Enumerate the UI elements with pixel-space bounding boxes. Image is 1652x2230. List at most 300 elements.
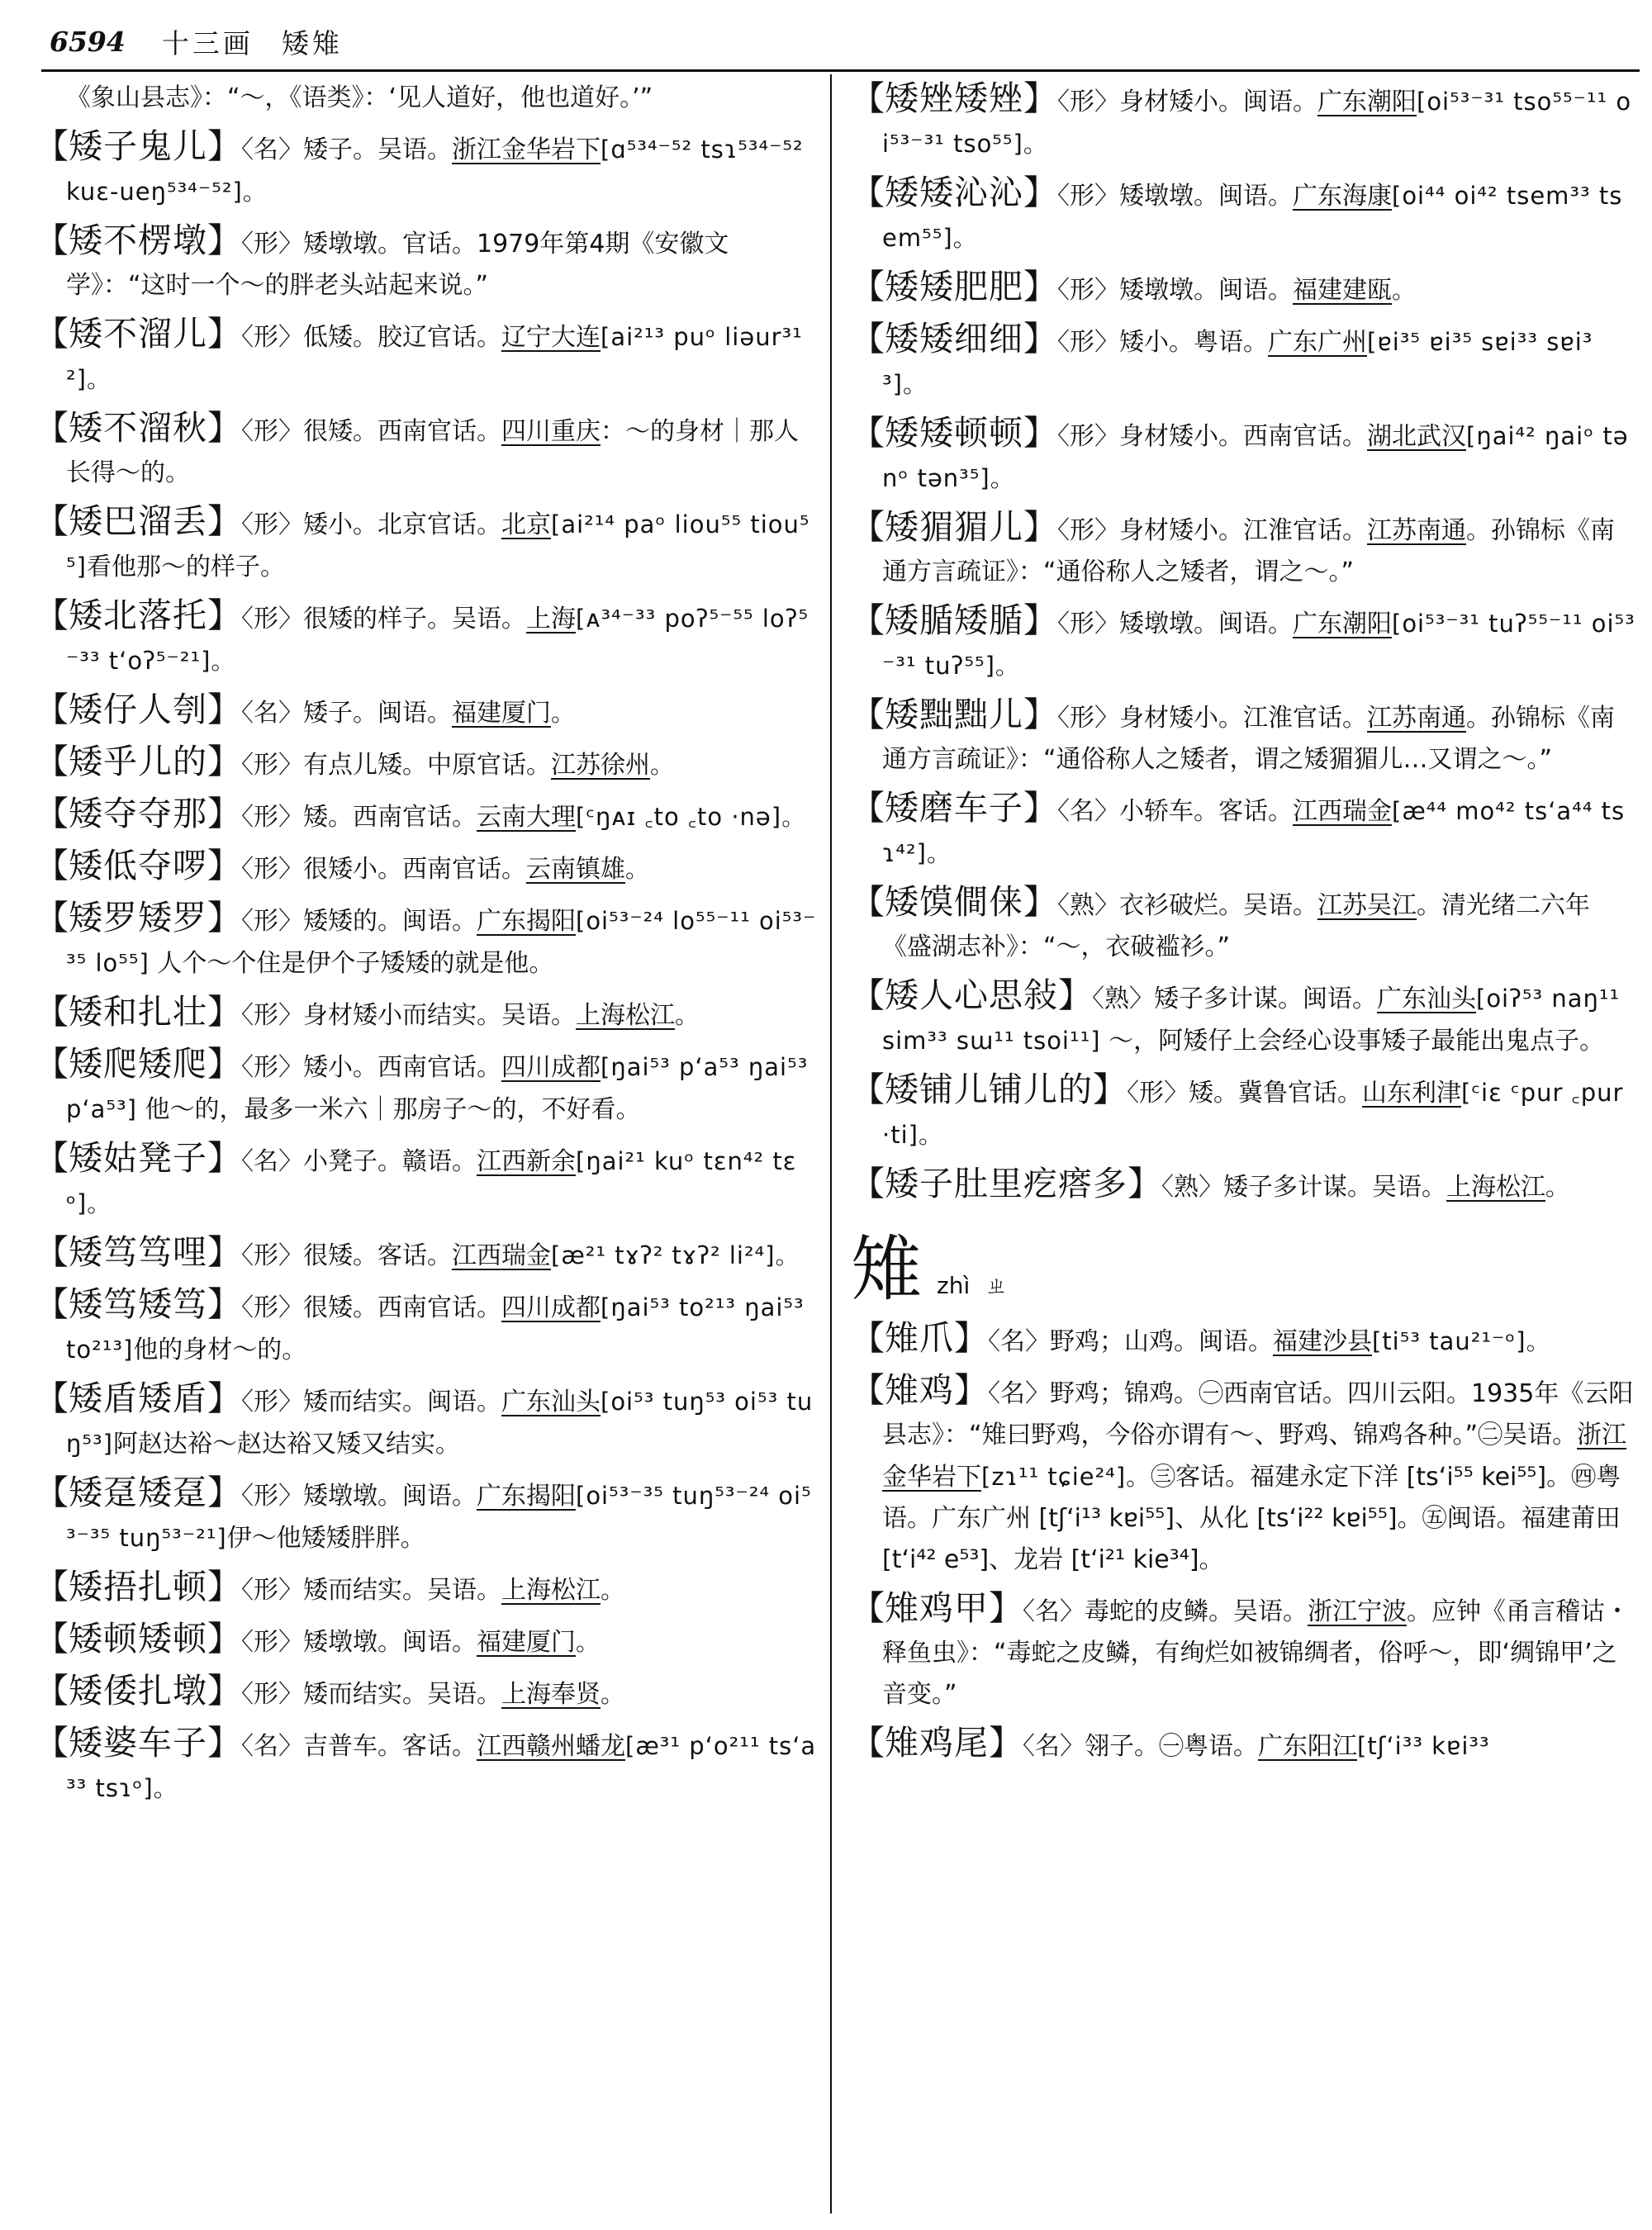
bracket-open: 【 (35, 595, 69, 635)
bracket-open: 【 (851, 1723, 885, 1763)
dictionary-entry (851, 1722, 1635, 1767)
part-of-speech: 〈形〉 (241, 803, 303, 832)
entry-headword: 矮矮肥肥 (885, 267, 1023, 306)
dialect-location: 福建建瓯 (1293, 276, 1392, 305)
dictionary-entry (851, 172, 1635, 259)
dictionary-entry (851, 787, 1635, 875)
right-entries-group (851, 78, 1635, 1208)
entry-headword: 矮婆车子 (69, 1723, 207, 1763)
dialect-location: 江西瑞金 (1293, 797, 1392, 826)
section-label: 十三画 (161, 26, 254, 59)
bracket-close: 】 (1023, 267, 1057, 306)
dialect-location: 浙江金华岩下 (882, 1421, 1627, 1492)
pronunciation: [ŋai²¹ kuᵒ tɛn⁴² tɛᵒ]。 (66, 1147, 797, 1217)
entry-headword: 矮顿矮顿 (69, 1619, 207, 1658)
entry-definition: 低矮。胶辽官话。 (303, 323, 501, 352)
dictionary-entry (35, 1618, 818, 1663)
dialect-location: 四川重庆 (501, 417, 601, 446)
entry-definition: 矮矮的。闽语。 (303, 907, 477, 936)
pronunciation: [ᴀ³⁴⁻³³ poʔ⁵⁻⁵⁵ loʔ⁵⁻³³ t‘oʔ⁵⁻²¹]。 (66, 605, 809, 675)
bracket-open: 【 (35, 501, 69, 541)
dictionary-entry (35, 845, 818, 890)
entry-definition: 衣衫破烂。吴语。 (1119, 891, 1317, 920)
entry-definition: 矮小。粤语。 (1119, 328, 1268, 357)
bracket-open: 【 (35, 1138, 69, 1178)
bracket-close: 】 (207, 992, 241, 1032)
entry-headword: 雉鸡 (885, 1370, 954, 1410)
dictionary-entry (35, 501, 818, 588)
entry-headword: 矮子鬼儿 (69, 126, 207, 166)
bracket-open: 【 (35, 846, 69, 885)
bracket-open: 【 (35, 992, 69, 1032)
dictionary-entry (35, 991, 818, 1037)
part-of-speech: 〈形〉 (1057, 422, 1119, 451)
pronunciation: [oi⁵³⁻³¹ tso⁵⁵⁻¹¹ oi⁵³⁻³¹ tso⁵⁵]。 (882, 88, 1632, 158)
dictionary-entry (851, 1587, 1635, 1715)
entry-example: ：～的身材｜那人长得～的。 (66, 417, 799, 487)
entry-definition: 身材矮小。江淮官话。 (1119, 704, 1367, 733)
entry-definition: 身材矮小而结实。吴语。 (303, 1001, 576, 1030)
bracket-open: 【 (851, 600, 885, 640)
entry-headword: 矮子肚里疙瘩多 (885, 1164, 1127, 1203)
dictionary-entry (35, 1670, 818, 1715)
dictionary-entry (35, 793, 818, 838)
bracket-close: 】 (207, 1671, 241, 1710)
dictionary-entry (851, 881, 1635, 968)
bracket-open: 【 (851, 507, 885, 547)
dialect-location: 江西新余 (477, 1147, 576, 1176)
bracket-close: 】 (1023, 319, 1057, 358)
dictionary-entry (35, 407, 818, 494)
entry-definition: 很矮。客话。 (303, 1241, 452, 1270)
dictionary-entry (35, 897, 818, 985)
entry-headword: 矮倭扎墩 (69, 1671, 207, 1710)
part-of-speech: 〈形〉 (241, 1628, 303, 1657)
entry-headword: 矮巴溜丢 (69, 501, 207, 541)
bracket-close: 】 (207, 1723, 241, 1763)
dictionary-entry (851, 1369, 1635, 1581)
pronunciation: [ŋai⁴² ŋaiᵒ tənᵒ tən³⁵]。 (882, 422, 1629, 492)
pronunciation: [ᶜiɛ ᶜpur ꜀pur ·ti]。 (882, 1079, 1624, 1149)
part-of-speech: 〈形〉 (241, 230, 303, 259)
dialect-location: 江苏吴江 (1317, 891, 1417, 920)
pronunciation: [æ²¹ tɤʔ² tɤʔ² li²⁴]。 (551, 1241, 800, 1269)
dictionary-entry (35, 741, 818, 786)
entry-definition: 野鸡；锦鸡。㊀西南官话。四川云阳。1935年《云阳县志》：“雉曰野鸡，今俗亦谓有～、野鸡、锦鸡各种。”㊁吴语。 (882, 1379, 1634, 1450)
part-of-speech: 〈熟〉 (1161, 1173, 1223, 1202)
entry-definition: 矮墩墩。闽语。 (1119, 610, 1293, 638)
entry-definition: 矮子。吴语。 (303, 135, 452, 164)
bracket-close: 】 (207, 1619, 241, 1658)
pronunciation: 。 (601, 1680, 626, 1708)
entry-headword: 雉鸡尾 (885, 1723, 989, 1763)
dialect-location: 广东汕头 (1377, 985, 1476, 1013)
entry-continuation: 《象山县志》：“～，《语类》：‘见人道好，他也道好。’” (66, 83, 653, 112)
entry-headword: 矮盾矮盾 (69, 1378, 207, 1418)
dialect-location: 辽宁大连 (501, 323, 601, 352)
bracket-open: 【 (851, 78, 885, 118)
dialect-location: 福建厦门 (452, 699, 551, 728)
part-of-speech: 〈名〉 (1023, 1732, 1085, 1761)
dictionary-entry (851, 266, 1635, 311)
bracket-open: 【 (851, 1164, 885, 1203)
bracket-open: 【 (851, 319, 885, 358)
dictionary-entry (35, 313, 818, 401)
bracket-open: 【 (35, 690, 69, 729)
entry-example: 伊～他矮矮胖胖。 (226, 1524, 425, 1553)
bracket-open: 【 (851, 882, 885, 922)
dialect-location: 上海奉贤 (501, 1680, 601, 1709)
bracket-close: 】 (207, 314, 241, 353)
bracket-close: 】 (1127, 1164, 1161, 1203)
entry-definition: 矮小。西南官话。 (303, 1053, 501, 1082)
entry-headword: 矮不溜儿 (69, 314, 207, 353)
page-header (50, 15, 1619, 68)
entry-definition: 矮子。闽语。 (303, 699, 452, 728)
entry-definition: 很矮。西南官话。 (303, 1293, 501, 1322)
bracket-open: 【 (851, 1370, 885, 1410)
dialect-location: 广东广州 (1268, 328, 1367, 357)
bracket-open: 【 (851, 267, 885, 306)
pronunciation: [oi⁵³ tuŋ⁵³ oi⁵³ tuŋ⁵³] (66, 1388, 814, 1458)
dictionary-entry (851, 318, 1635, 406)
entry-definition: 小凳子。赣语。 (303, 1147, 477, 1176)
bracket-open: 【 (35, 1671, 69, 1710)
part-of-speech: 〈形〉 (241, 907, 303, 936)
part-of-speech: 〈形〉 (1057, 182, 1119, 211)
dialect-location: 四川成都 (501, 1053, 601, 1082)
entry-headword: 矮低夺啰 (69, 846, 207, 885)
dictionary-entry (851, 1069, 1635, 1156)
entry-example: 看他那～的样子。 (86, 553, 285, 581)
entry-example: ～，阿矮仔上会经心设事矮子最能出鬼点子。 (1100, 1027, 1605, 1056)
entry-example: 他～的，最多一米六｜那房子～的，不好看。 (136, 1095, 641, 1124)
dialect-location: 江西赣州蟠龙 (477, 1732, 625, 1761)
entry-headword: 矮黜黜儿 (885, 695, 1023, 734)
entry-example: 。清光绪二六年《盛湖志补》：“～，衣破褴衫。” (882, 891, 1590, 961)
bracket-close: 】 (1023, 507, 1057, 547)
part-of-speech: 〈熟〉 (1092, 985, 1154, 1013)
part-of-speech: 〈形〉 (241, 1293, 303, 1322)
entry-definition: 很矮的样子。吴语。 (303, 605, 526, 633)
bracket-open: 【 (35, 1723, 69, 1763)
dialect-location: 广东揭阳 (477, 1482, 576, 1511)
dialect-location: 广东潮阳 (1317, 88, 1417, 116)
entry-definition: 有点儿矮。中原官话。 (303, 751, 551, 780)
part-of-speech: 〈形〉 (241, 323, 303, 352)
bracket-close: 】 (1023, 173, 1057, 212)
dialect-location: 福建沙县 (1273, 1327, 1372, 1356)
pronunciation: 。 (1545, 1173, 1571, 1201)
pronunciation: [oi⁵³⁻²⁴ lo⁵⁵⁻¹¹ oi⁵³⁻³⁵ lo⁵⁵] (66, 907, 817, 977)
part-of-speech: 〈形〉 (241, 417, 303, 446)
pronunciation: [oi⁵³⁻³¹ tuʔ⁵⁵⁻¹¹ oi⁵³⁻³¹ tuʔ⁵⁵]。 (882, 610, 1635, 680)
entry-example: 。应钟《甬言稽诂・释鱼虫》：“毒蛇之皮鳞，有绚烂如被锦绸者，俗呼～，即‘绸锦甲’之音变。” (882, 1597, 1630, 1709)
entry-headword: 矮人心思敍 (885, 975, 1058, 1015)
pronunciation: [ɐi³⁵ ɐi³⁵ sɐi³³ sɐi³³]。 (882, 328, 1593, 398)
dictionary-entry (851, 694, 1635, 780)
entry-headword: 雉爪 (885, 1318, 954, 1358)
head-characters: 矮雉 (281, 26, 343, 59)
dialect-location: 上海松江 (501, 1576, 601, 1605)
bracket-open: 【 (851, 1588, 885, 1628)
part-of-speech: 〈熟〉 (1057, 891, 1119, 920)
dialect-location: 江西瑞金 (452, 1241, 551, 1270)
dialect-location: 广东汕头 (501, 1388, 601, 1416)
entry-definition: 矮而结实。闽语。 (303, 1388, 501, 1416)
bracket-close: 】 (1023, 882, 1057, 922)
entry-headword: 矮和扎壮 (69, 992, 207, 1032)
bracket-close: 】 (207, 898, 241, 937)
dictionary-entry (35, 1722, 818, 1810)
pronunciation: [ɑ⁵³⁴⁻⁵² tsɿ⁵³⁴⁻⁵² kuɛ-ueŋ⁵³⁴⁻⁵²]。 (66, 135, 804, 206)
entry-example: 。孙锦标《南通方言疏证》：“通俗称人之矮者，谓之～。” (882, 516, 1615, 586)
entry-headword: 矮捂扎顿 (69, 1567, 207, 1606)
entry-headword: 矮爬矮爬 (69, 1044, 207, 1084)
entry-headword: 矮矬矮矬 (885, 78, 1023, 118)
pronunciation: [ŋai⁵³ p‘a⁵³ ŋai⁵³ p‘a⁵³] (66, 1053, 809, 1123)
bracket-close: 】 (207, 1473, 241, 1512)
bracket-open: 【 (35, 1567, 69, 1606)
pronunciation: 。 (650, 751, 676, 779)
entry-definition: 矮墩墩。官话。1979年第4期《安徽文学》：“这时一个～的胖老头站起来说。” (66, 230, 729, 300)
dialect-location: 江苏南通 (1367, 704, 1466, 733)
dictionary-entry (851, 412, 1635, 500)
part-of-speech: 〈名〉 (988, 1327, 1050, 1356)
pronunciation: [ŋai⁵³ to²¹³ ŋai⁵³ to²¹³] (66, 1293, 805, 1364)
entry-headword: 矮矮细细 (885, 319, 1023, 358)
bracket-close: 】 (207, 1284, 241, 1324)
part-of-speech: 〈形〉 (241, 1388, 303, 1416)
entry-headword: 矮罗矮罗 (69, 898, 207, 937)
part-of-speech: 〈形〉 (241, 1680, 303, 1709)
bracket-open: 【 (35, 314, 69, 353)
entry-definition: 毒蛇的皮鳞。吴语。 (1085, 1597, 1308, 1626)
entry-headword: 矮猸猸儿 (885, 507, 1023, 547)
dictionary-entry (851, 975, 1635, 1062)
page-number: 6594 (50, 25, 126, 58)
dictionary-entry (35, 1472, 818, 1559)
part-of-speech: 〈形〉 (241, 751, 303, 780)
bracket-open: 【 (35, 408, 69, 448)
part-of-speech: 〈形〉 (1127, 1079, 1189, 1108)
part-of-speech: 〈形〉 (241, 510, 303, 539)
bracket-close: 】 (207, 221, 241, 260)
entry-headword: 矮北落托 (69, 595, 207, 635)
pronunciation: 。 (576, 1628, 601, 1656)
entry-headword: 矮趸矮趸 (69, 1473, 207, 1512)
dictionary-entry (851, 1163, 1635, 1208)
pronunciation: 。 (551, 699, 577, 727)
entry-definition: 小轿车。客话。 (1119, 797, 1293, 826)
dialect-location: 广东阳江 (1258, 1732, 1357, 1761)
bracket-close: 】 (207, 1378, 241, 1418)
entry-definition: 矮而结实。吴语。 (303, 1680, 501, 1709)
dialect-location: 江苏徐州 (551, 751, 650, 780)
bracket-close: 】 (1023, 695, 1057, 734)
part-of-speech: 〈形〉 (241, 1482, 303, 1511)
pronunciation: [ai²¹³ puᵒ liəur³¹²]。 (66, 323, 803, 393)
part-of-speech: 〈形〉 (1057, 276, 1119, 305)
part-of-speech: 〈名〉 (241, 135, 303, 164)
dialect-location: 浙江宁波 (1308, 1597, 1407, 1626)
entry-definition: 矮墩墩。闽语。 (1119, 276, 1293, 305)
dialect-location: 北京 (501, 510, 551, 539)
entry-headword: 矮腯矮腯 (885, 600, 1023, 640)
bracket-close: 】 (207, 1044, 241, 1084)
dialect-location: 广东潮阳 (1293, 610, 1392, 638)
bracket-close: 】 (207, 408, 241, 448)
entry-headword: 矮夺夺那 (69, 794, 207, 833)
dictionary-entry (35, 1378, 818, 1465)
bracket-close: 】 (207, 1567, 241, 1606)
part-of-speech: 〈名〉 (1023, 1597, 1085, 1626)
dialect-location: 云南镇雄 (526, 855, 625, 884)
bracket-close: 】 (954, 1370, 988, 1410)
entry-definition: 矮墩墩。闽语。 (303, 1628, 477, 1657)
part-of-speech: 〈名〉 (241, 699, 303, 728)
dialect-location: 山东利津 (1362, 1079, 1461, 1108)
bracket-close: 】 (1023, 78, 1057, 118)
part-of-speech: 〈形〉 (241, 1241, 303, 1270)
pronunciation: [ᶜŋᴀɪ ꜀to ꜀to ·nə]。 (576, 803, 807, 831)
entry-example: 阿赵达裕～赵达裕又矮又结实。 (112, 1430, 460, 1459)
pronunciation: [æ³¹ p‘o²¹¹ ts‘a³³ tsɿᵒ]。 (66, 1732, 817, 1802)
part-of-speech: 〈形〉 (241, 855, 303, 884)
pronunciation: 。 (1392, 276, 1417, 304)
bracket-open: 【 (35, 794, 69, 833)
bracket-open: 【 (851, 413, 885, 453)
entry-definition: 矮。冀鲁官话。 (1189, 1079, 1362, 1108)
bracket-close: 】 (1023, 413, 1057, 453)
dialect-location: 福建厦门 (477, 1628, 576, 1657)
dictionary-entry (851, 78, 1635, 165)
dictionary-entry (35, 595, 818, 682)
bracket-open: 【 (35, 1232, 69, 1272)
bracket-open: 【 (35, 126, 69, 166)
part-of-speech: 〈形〉 (241, 1053, 303, 1082)
pronunciation: [zɿ¹¹ tɕie²⁴]。 (981, 1463, 1151, 1491)
entry-example: 人个～个住是伊个子矮矮的就是他。 (149, 949, 554, 978)
entry-definition: 野鸡；山鸡。闽语。 (1050, 1327, 1273, 1356)
pronunciation: [oi⁴⁴ oi⁴² tsem³³ tsem⁵⁵]。 (882, 182, 1623, 252)
entry-definition: 矮小。北京官话。 (303, 510, 501, 539)
part-of-speech: 〈形〉 (1057, 328, 1119, 357)
entry-headword: 矮姑凳子 (69, 1138, 207, 1178)
dialect-location: 江苏南通 (1367, 516, 1466, 545)
bracket-open: 【 (851, 788, 885, 828)
entry-definition: 矮子多计谋。吴语。 (1223, 1173, 1446, 1202)
bracket-close: 】 (1058, 975, 1092, 1015)
bracket-open: 【 (851, 695, 885, 734)
dialect-location: 上海松江 (1446, 1173, 1545, 1202)
pronunciation: [ti⁵³ tau²¹⁻ᵒ]。 (1372, 1327, 1551, 1355)
dialect-location: 上海 (526, 605, 576, 633)
bracket-close: 】 (207, 501, 241, 541)
bracket-close: 】 (1093, 1070, 1127, 1109)
pronunciation: [oi⁵³⁻³⁵ tuŋ⁵³⁻²⁴ oi⁵³⁻³⁵ tuŋ⁵³⁻²¹] (66, 1482, 812, 1552)
dictionary-entry (35, 220, 818, 306)
bracket-open: 【 (35, 1284, 69, 1324)
dialect-location: 四川成都 (501, 1293, 601, 1322)
right-entries-group-2 (851, 1317, 1635, 1767)
part-of-speech: 〈形〉 (241, 1576, 303, 1605)
entry-headword: 矮铺儿铺儿的 (885, 1070, 1093, 1109)
part-of-speech: 〈形〉 (241, 1001, 303, 1030)
bracket-open: 【 (35, 898, 69, 937)
part-of-speech: 〈名〉 (1057, 797, 1119, 826)
entry-definition: 身材矮小。江淮官话。 (1119, 516, 1367, 545)
bracket-open: 【 (851, 173, 885, 212)
entry-headword: 矮磨车子 (885, 788, 1023, 828)
entry-headword: 矮乎儿的 (69, 742, 207, 781)
dialect-location: 湖北武汉 (1367, 422, 1466, 451)
entry-headword: 矮笃矮笃 (69, 1284, 207, 1324)
bracket-open: 【 (35, 1619, 69, 1658)
bracket-close: 】 (207, 742, 241, 781)
dictionary-entry (851, 506, 1635, 593)
entry-definition: 很矮。西南官话。 (303, 417, 501, 446)
bracket-close: 】 (207, 126, 241, 166)
bracket-open: 【 (35, 1473, 69, 1512)
entry-definition: 矮而结实。吴语。 (303, 1576, 501, 1605)
entry-example: 他的身材～的。 (133, 1336, 307, 1364)
column-divider (830, 74, 832, 2213)
entry-headword: 矮不溜秋 (69, 408, 207, 448)
part-of-speech: 〈名〉 (241, 1147, 303, 1176)
dialect-location: 云南大理 (477, 803, 576, 832)
bracket-open: 【 (35, 1378, 69, 1418)
pronunciation: [oiʔ⁵³ naŋ¹¹ sim³³ sɯ¹¹ tsoi¹¹] (882, 985, 1621, 1055)
bracket-close: 】 (207, 1138, 241, 1178)
header-rule (41, 69, 1640, 72)
entry-example: ㊂客话。福建永定下洋 [ts‘i⁵⁵ kei⁵⁵]。㊃粤语。广东广州 [tʃ‘i¹³ kɐi⁵⁵]、从化 [ts‘i²² kɐi⁵⁵]。㊄闽语。福建莆田 [t‘i⁴² e⁵³]、龙岩 [t‘i²¹ kie³⁴]。 (882, 1463, 1621, 1574)
bracket-close: 】 (989, 1723, 1023, 1763)
dialect-location: 广东海康 (1293, 182, 1392, 211)
dialect-location: 浙江金华岩下 (452, 135, 601, 164)
part-of-speech: 〈名〉 (988, 1379, 1050, 1408)
entry-definition: 矮墩墩。闽语。 (1119, 182, 1293, 211)
part-of-speech: 〈形〉 (241, 605, 303, 633)
entry-definition: 很矮小。西南官话。 (303, 855, 526, 884)
bracket-close: 】 (207, 690, 241, 729)
entry-headword: 矮不楞墩 (69, 221, 207, 260)
pronunciation: 。 (601, 1576, 626, 1604)
bracket-close: 】 (207, 595, 241, 635)
bracket-open: 【 (851, 1318, 885, 1358)
bracket-close: 】 (1023, 788, 1057, 828)
dictionary-entry (35, 1137, 818, 1225)
part-of-speech: 〈形〉 (1057, 610, 1119, 638)
dictionary-entry (35, 1231, 818, 1277)
entry-definition: 身材矮小。闽语。 (1119, 88, 1317, 116)
pronunciation: [ai²¹⁴ paᵒ liou⁵⁵ tiou⁵⁵] (66, 510, 810, 581)
bracket-close: 】 (989, 1588, 1023, 1628)
entry-headword: 矮仔人刳 (69, 690, 207, 729)
part-of-speech: 〈形〉 (1057, 88, 1119, 116)
entry-headword: 矮笃笃哩 (69, 1232, 207, 1272)
entry-definition: 身材矮小。西南官话。 (1119, 422, 1367, 451)
head-zhuyin: ㄓ (985, 1272, 1009, 1299)
entry-definition: 吉普车。客话。 (303, 1732, 477, 1761)
entry-definition: 翎子。㊀粤语。 (1085, 1732, 1258, 1761)
part-of-speech: 〈形〉 (1057, 704, 1119, 733)
entry-headword: 雉鸡甲 (885, 1588, 989, 1628)
bracket-open: 【 (35, 1044, 69, 1084)
entry-headword: 矮矮沁沁 (885, 173, 1023, 212)
head-character: 雉 (851, 1228, 922, 1311)
dictionary-entry (851, 600, 1635, 687)
